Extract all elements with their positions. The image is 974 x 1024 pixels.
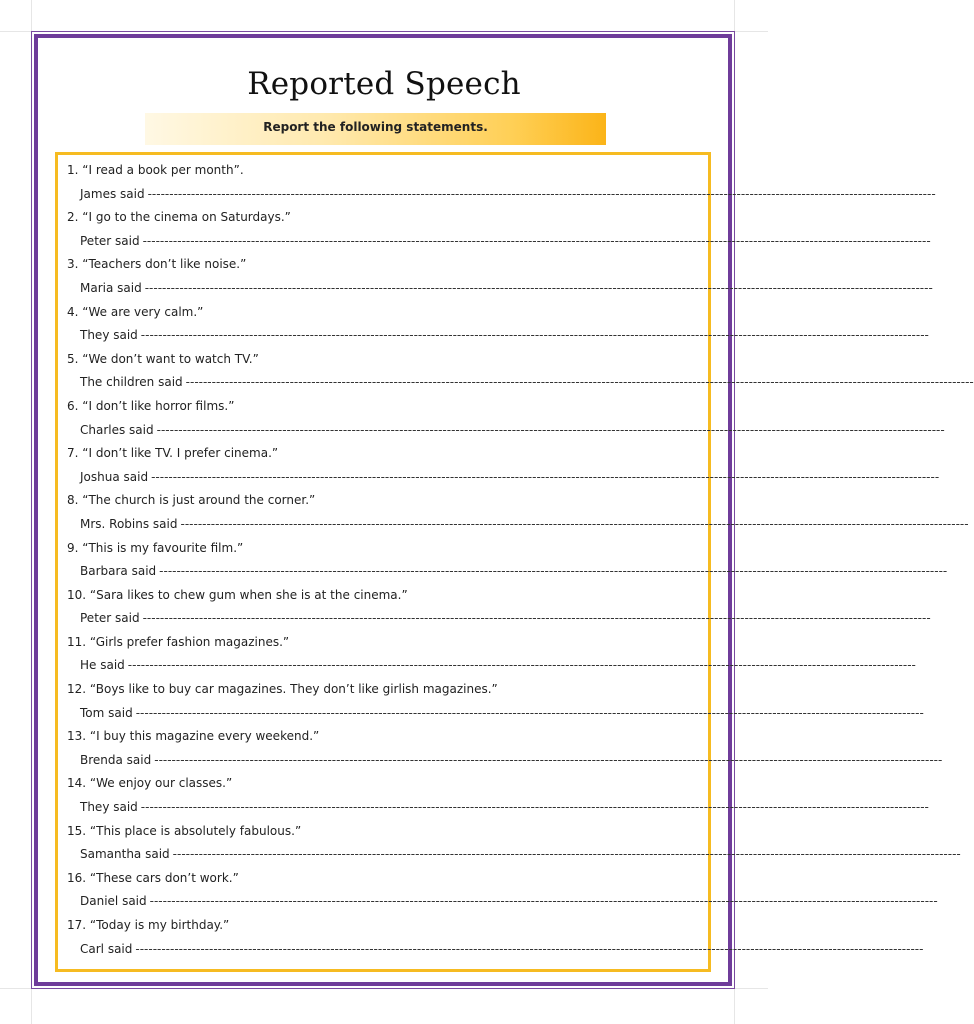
exercise-item: [67, 253, 933, 300]
answer-blank[interactable]: --------------------------------------------------------------------------------------------------------------------------------------------------------------------------------------: [154, 752, 943, 767]
exercise-item: [67, 678, 924, 725]
exercise-prompt: 10. “Sara likes to chew gum when she is at the cinema.”: [67, 587, 408, 602]
answer-line[interactable]: [67, 938, 924, 962]
answer-line[interactable]: [67, 513, 969, 537]
exercise-prompt: 13. “I buy this magazine every weekend.”: [67, 729, 320, 744]
exercise-item: [67, 206, 931, 253]
exercise-item: [67, 772, 929, 819]
answer-subject: The children said: [80, 375, 183, 390]
exercise-item: [67, 348, 974, 395]
exercise-item: [67, 867, 938, 914]
exercise-item: [67, 584, 931, 631]
answer-subject: Peter said: [80, 233, 140, 248]
answer-subject: James said: [80, 186, 145, 201]
answer-line[interactable]: [67, 890, 938, 914]
answer-subject: Mrs. Robins said: [80, 516, 178, 531]
exercise-list: [67, 159, 974, 961]
instruction-text: Report the following statements.: [263, 120, 488, 134]
answer-line[interactable]: [67, 560, 948, 584]
exercise-prompt: 12. “Boys like to buy car magazines. They don’t like girlish magazines.”: [67, 682, 498, 697]
exercise-prompt: 5. “We don’t want to watch TV.”: [67, 351, 259, 366]
answer-subject: Barbara said: [80, 564, 157, 579]
exercise-prompt: 1. “I read a book per month”.: [67, 163, 244, 177]
answer-blank[interactable]: --------------------------------------------------------------------------------------------------------------------------------------------------------------------------------------: [135, 941, 924, 956]
answer-subject: Samantha said: [80, 847, 170, 862]
exercise-prompt: 3. “Teachers don’t like noise.”: [67, 257, 247, 272]
answer-subject: Carl said: [80, 941, 133, 956]
answer-blank[interactable]: --------------------------------------------------------------------------------------------------------------------------------------------------------------------------------------: [156, 422, 945, 437]
exercise-prompt: 11. “Girls prefer fashion magazines.”: [67, 634, 290, 649]
answer-blank[interactable]: --------------------------------------------------------------------------------------------------------------------------------------------------------------------------------------: [151, 469, 940, 484]
answer-line[interactable]: [67, 419, 945, 443]
exercise-item: [67, 631, 916, 678]
answer-line[interactable]: [67, 324, 929, 348]
answer-blank[interactable]: --------------------------------------------------------------------------------------------------------------------------------------------------------------------------------------: [140, 800, 929, 815]
answer-subject: Peter said: [80, 611, 140, 626]
answer-blank[interactable]: --------------------------------------------------------------------------------------------------------------------------------------------------------------------------------------: [142, 611, 931, 626]
answer-blank[interactable]: --------------------------------------------------------------------------------------------------------------------------------------------------------------------------------------: [172, 847, 961, 862]
exercise-prompt: 6. “I don’t like horror films.”: [67, 398, 235, 413]
answer-blank[interactable]: --------------------------------------------------------------------------------------------------------------------------------------------------------------------------------------: [135, 705, 924, 720]
answer-blank[interactable]: --------------------------------------------------------------------------------------------------------------------------------------------------------------------------------------: [149, 894, 938, 909]
exercise-prompt: 2. “I go to the cinema on Saturdays.”: [67, 210, 291, 225]
answer-line[interactable]: [67, 702, 924, 726]
answer-subject: Charles said: [80, 422, 154, 437]
answer-subject: Tom said: [80, 705, 133, 720]
answer-line[interactable]: [67, 183, 936, 207]
exercise-prompt: 8. “The church is just around the corner.”: [67, 493, 316, 508]
exercise-item: [67, 395, 945, 442]
exercise-item: [67, 537, 948, 584]
answer-subject: They said: [80, 800, 138, 815]
exercise-prompt: 16. “These cars don’t work.”: [67, 870, 239, 885]
answer-blank[interactable]: --------------------------------------------------------------------------------------------------------------------------------------------------------------------------------------: [144, 280, 933, 295]
answer-blank[interactable]: --------------------------------------------------------------------------------------------------------------------------------------------------------------------------------------: [142, 233, 931, 248]
answer-subject: He said: [80, 658, 125, 673]
exercise-prompt: 7. “I don’t like TV. I prefer cinema.”: [67, 446, 279, 461]
answer-blank[interactable]: --------------------------------------------------------------------------------------------------------------------------------------------------------------------------------------: [147, 186, 936, 201]
instruction-banner: [145, 113, 606, 145]
exercise-item: [67, 820, 961, 867]
answer-line[interactable]: [67, 466, 940, 490]
exercise-prompt: 17. “Today is my birthday.”: [67, 918, 230, 932]
exercise-item: [67, 442, 940, 489]
exercise-item: [67, 159, 936, 206]
answer-blank[interactable]: --------------------------------------------------------------------------------------------------------------------------------------------------------------------------------------: [159, 564, 948, 579]
answer-line[interactable]: [67, 749, 943, 773]
exercise-item: [67, 489, 969, 536]
exercise-item: [67, 725, 943, 772]
answer-blank[interactable]: --------------------------------------------------------------------------------------------------------------------------------------------------------------------------------------: [185, 375, 974, 390]
answer-subject: Daniel said: [80, 894, 147, 909]
page-title: Reported Speech: [247, 66, 521, 102]
answer-line[interactable]: [67, 277, 933, 301]
exercise-prompt: 14. “We enjoy our classes.”: [67, 776, 233, 791]
answer-line[interactable]: [67, 230, 931, 254]
answer-line[interactable]: [67, 607, 931, 631]
exercise-prompt: 4. “We are very calm.”: [67, 304, 204, 319]
exercise-item: [67, 914, 924, 961]
exercise-item: [67, 301, 929, 348]
answer-subject: They said: [80, 328, 138, 343]
answer-line[interactable]: [67, 843, 961, 867]
answer-line[interactable]: [67, 371, 974, 395]
answer-subject: Maria said: [80, 280, 142, 295]
answer-line[interactable]: [67, 654, 916, 678]
answer-subject: Joshua said: [80, 469, 149, 484]
answer-blank[interactable]: --------------------------------------------------------------------------------------------------------------------------------------------------------------------------------------: [127, 658, 916, 673]
answer-blank[interactable]: --------------------------------------------------------------------------------------------------------------------------------------------------------------------------------------: [140, 328, 929, 343]
answer-line[interactable]: [67, 796, 929, 820]
exercise-prompt: 9. “This is my favourite film.”: [67, 540, 244, 555]
answer-blank[interactable]: --------------------------------------------------------------------------------------------------------------------------------------------------------------------------------------: [180, 516, 969, 531]
answer-subject: Brenda said: [80, 752, 152, 767]
exercise-prompt: 15. “This place is absolutely fabulous.”: [67, 823, 302, 838]
